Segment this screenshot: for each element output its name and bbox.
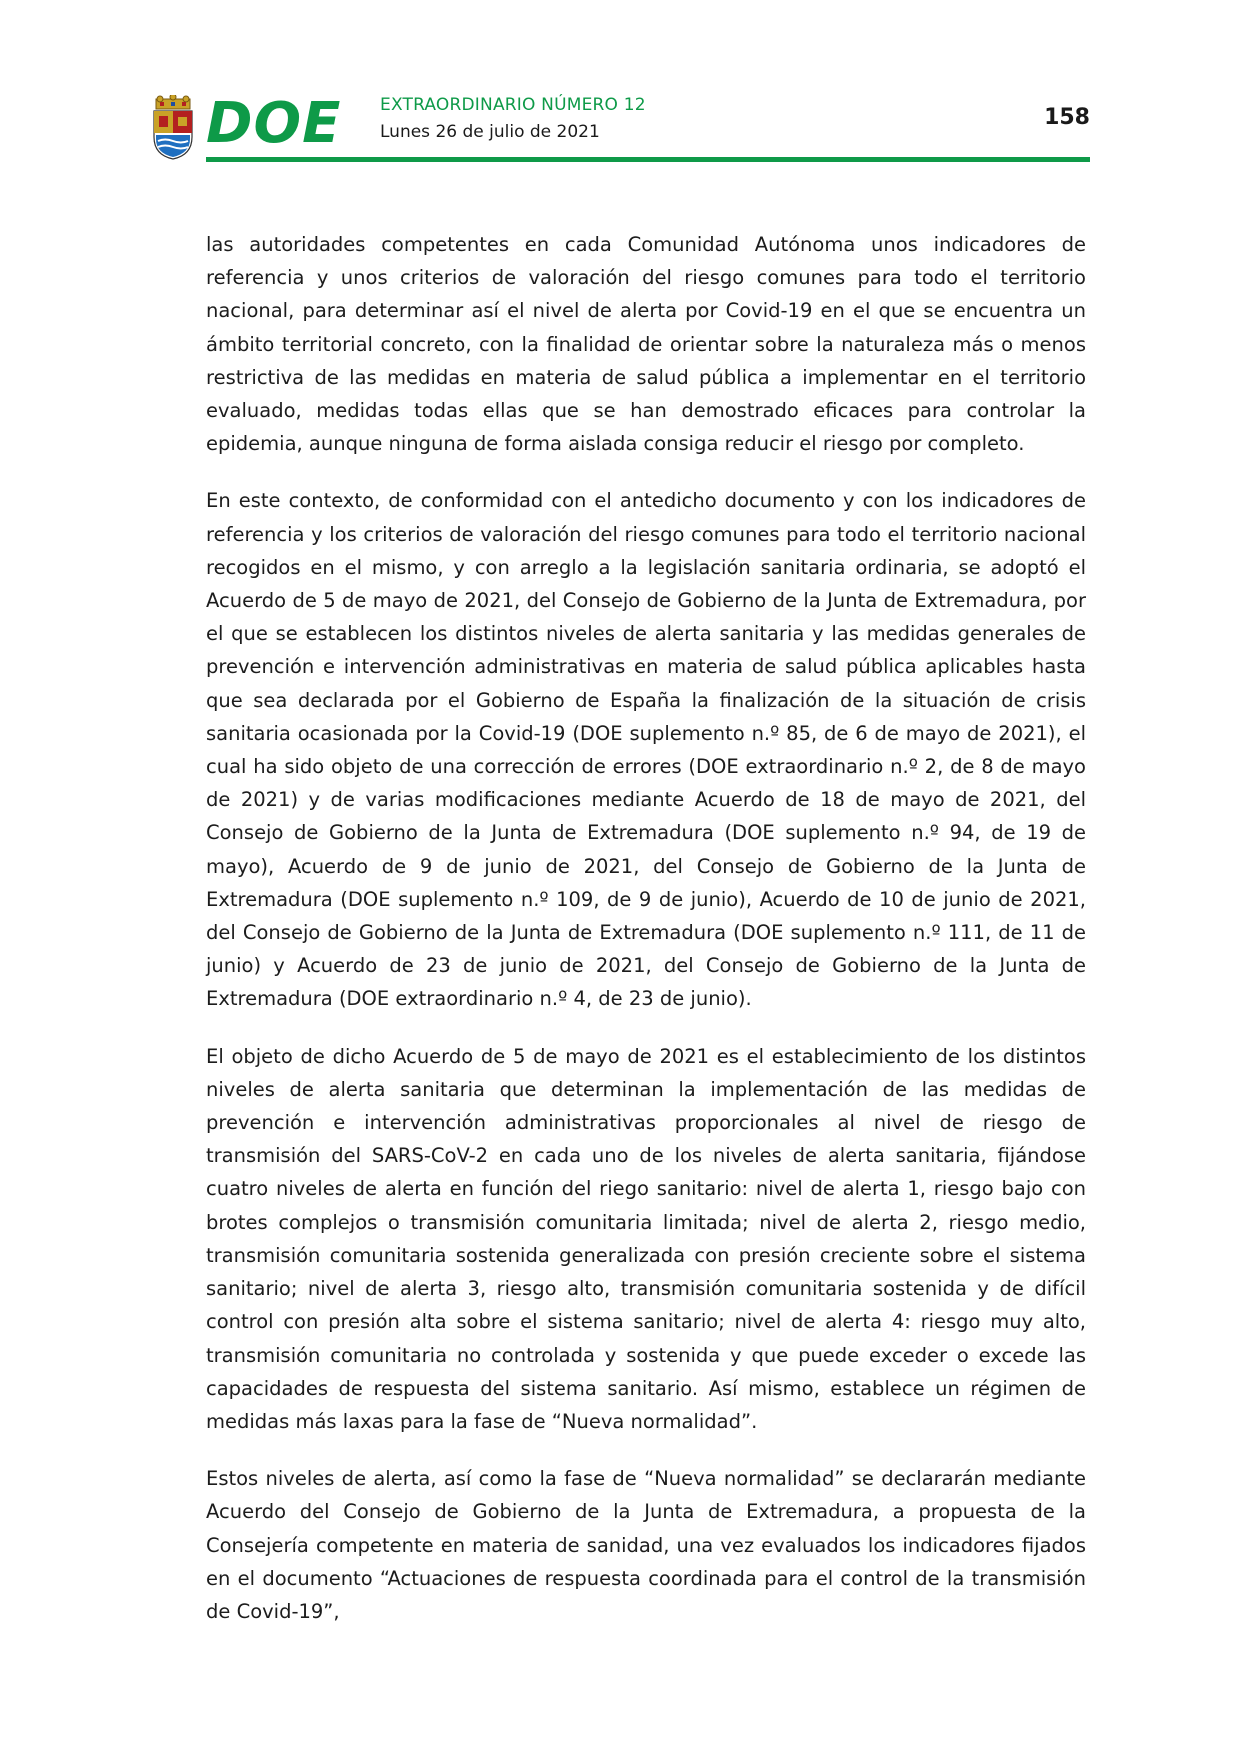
paragraph: las autoridades competentes en cada Comunidad Autónoma unos indicadores de referencia y unos criterios de valoración del riesgo comunes para todo el territorio nacional, para determinar así el nivel de alerta por Covid-19 en el que se encuentra un ámbito territorial concreto, con la finalidad de orientar sobre la naturaleza más o menos restrictiva de las medidas en materia de salud pública a implementar en el territorio evaluado, medidas todas ellas que se han demostrado eficaces para controlar la epidemia, aunque ninguna de forma aislada consiga reducir el riesgo por completo. xyxy=(206,233,1086,456)
publication-date: Lunes 26 de julio de 2021 xyxy=(380,122,600,142)
issue-number: EXTRAORDINARIO NÚMERO 12 xyxy=(380,95,646,115)
coat-of-arms-icon xyxy=(150,95,196,161)
document-body xyxy=(206,228,1086,1652)
page-header xyxy=(150,91,1090,165)
header-divider xyxy=(206,157,1090,162)
doe-logo: DOE xyxy=(206,91,342,156)
paragraph: En este contexto, de conformidad con el antedicho documento y con los indicadores de referencia y los criterios de valoración del riesgo comunes para todo el territorio nacional recogidos en el mismo, y con arreglo a la legislación sanitaria ordinaria, se adoptó el Acuerdo de 5 de mayo de 2021, del Consejo de Gobierno de la Junta de Extremadura, por el que se establecen los distintos niveles de alerta sanitaria y las medidas generales de prevención e intervención administrativas en materia de salud pública aplicables hasta que sea declarada por el Gobierno de España la finalización de la situación de crisis sanitaria ocasionada por la Covid-19 (DOE suplemento n.º 85, de 6 de mayo de 2021), el cual ha sido objeto de una corrección de errores (DOE extraordinario n.º 2, de 8 de mayo de 2021) y de varias modificaciones mediante Acuerdo de 18 de mayo de 2021, del Consejo de Gobierno de la Junta de Extremadura (DOE suplemento n.º 94, de 19 de mayo), Acuerdo de 9 de junio de 2021, del Consejo de Gobierno de la Junta de Extremadura (DOE suplemento n.º 109, de 9 de junio), Acuerdo de 10 de junio de 2021, del Consejo de Gobierno de la Junta de Extremadura (DOE suplemento n.º 111, de 11 de junio) y Acuerdo de 23 de junio de 2021, del Consejo de Gobierno de la Junta de Extremadura (DOE extraordinario n.º 4, de 23 de junio). xyxy=(206,489,1086,1011)
paragraph: El objeto de dicho Acuerdo de 5 de mayo de 2021 es el establecimiento de los distintos niveles de alerta sanitaria que determinan la implementación de las medidas de prevención e intervención administrativas proporcionales al nivel de riesgo de transmisión del SARS-CoV-2 en cada uno de los niveles de alerta sanitaria, fijándose cuatro niveles de alerta en función del riego sanitario: nivel de alerta 1, riesgo bajo con brotes complejos o transmisión comunitaria limitada; nivel de alerta 2, riesgo medio, transmisión comunitaria sostenida generalizada con presión creciente sobre el sistema sanitario; nivel de alerta 3, riesgo alto, transmisión comunitaria sostenida y de difícil control con presión alta sobre el sistema sanitario; nivel de alerta 4: riesgo muy alto, transmisión comunitaria no controlada y sostenida y que puede exceder o excede las capacidades de respuesta del sistema sanitario. Así mismo, establece un régimen de medidas más laxas para la fase de “Nueva normalidad”. xyxy=(206,1044,1086,1433)
paragraph: Estos niveles de alerta, así como la fase de “Nueva normalidad” se declararán mediante Acuerdo del Consejo de Gobierno de la Junta de Extremadura, a propuesta de la Consejería competente en materia de sanidad, una vez evaluados los indicadores fijados en el documento “Actuaciones de respuesta coordinada para el control de la transmisión de Covid-19”, xyxy=(206,1467,1086,1623)
page-number: 158 xyxy=(1044,105,1090,130)
